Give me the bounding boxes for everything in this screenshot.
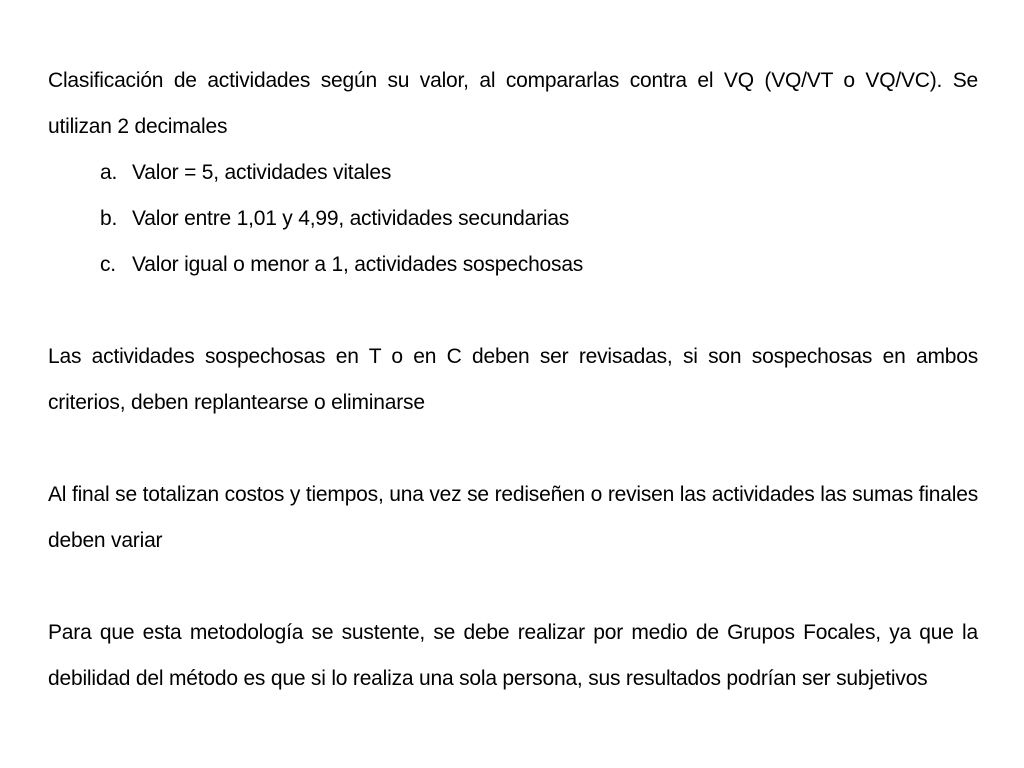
spacer xyxy=(48,564,978,610)
list-item-text: Valor entre 1,01 y 4,99, actividades secundarias xyxy=(132,207,570,230)
list-item-text: Valor = 5, actividades vitales xyxy=(132,161,392,184)
list-item xyxy=(48,242,978,288)
list-item xyxy=(48,196,978,242)
list-marker: a. xyxy=(100,161,118,184)
slide-body xyxy=(48,58,978,702)
list-item xyxy=(48,150,978,196)
totals-paragraph: Al final se totalizan costos y tiempos, una vez se rediseñen o revisen las actividades las sumas finales deben variar xyxy=(48,483,978,552)
list-marker: b. xyxy=(100,207,118,230)
list-marker: c. xyxy=(100,253,116,276)
spacer xyxy=(48,426,978,472)
list-item-text: Valor igual o menor a 1, actividades sospechosas xyxy=(132,253,584,276)
value-classification-list xyxy=(48,150,978,288)
intro-paragraph: Clasificación de actividades según su valor, al compararlas contra el VQ (VQ/VT o VQ/VC). Se utilizan 2 decimales xyxy=(48,69,978,138)
suspicious-activities-paragraph: Las actividades sospechosas en T o en C deben ser revisadas, si son sospechosas en ambos criterios, deben replantearse o eliminarse xyxy=(48,345,978,414)
spacer xyxy=(48,288,978,334)
focus-groups-paragraph: Para que esta metodología se sustente, se debe realizar por medio de Grupos Focales, ya que la debilidad del método es que si lo realiza una sola persona, sus resultados podrían ser subjetivos xyxy=(48,621,978,690)
